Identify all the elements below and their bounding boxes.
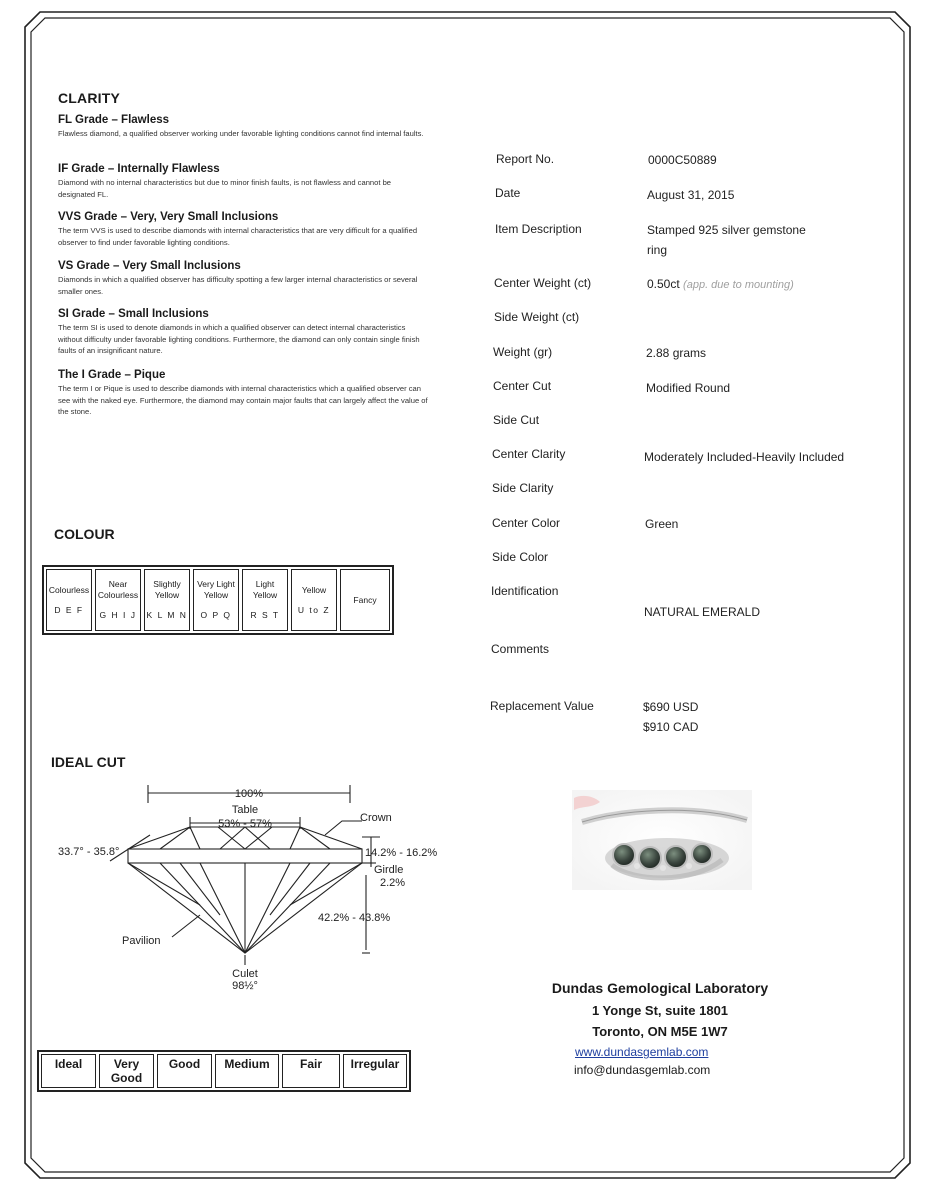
colour-name: Colourless — [48, 584, 90, 595]
date-value: August 31, 2015 — [647, 188, 735, 202]
ideal-cut-heading: IDEAL CUT — [51, 754, 126, 770]
center-clarity-label: Center Clarity — [492, 447, 566, 461]
item-description-label: Item Description — [495, 222, 582, 236]
cut-grade-cell: Fair — [282, 1054, 340, 1088]
clarity-grade-vvs — [58, 211, 428, 248]
lab-info — [500, 980, 820, 1039]
cut-grade-table — [37, 1050, 411, 1092]
diagram-width-label: 100% — [234, 788, 264, 800]
colour-cell — [291, 569, 337, 631]
center-cut-value: Modified Round — [646, 381, 731, 395]
grade-description: The term I or Pique is used to describe diamonds with internal characteristics which a qualified observer can see with the naked eye. Furthermore, the diamond may contain major faults that can largely affect the value of the stone. — [58, 384, 428, 416]
colour-cell — [95, 569, 141, 631]
clarity-grade-si — [58, 308, 428, 357]
center-weight-label: Center Weight (ct) — [494, 276, 592, 290]
identification-value: NATURAL EMERALD — [644, 605, 761, 619]
center-cut-label: Center Cut — [493, 379, 552, 393]
side-cut-label: Side Cut — [493, 413, 540, 427]
diagram-girdle-value: 2.2% — [380, 877, 406, 889]
cut-grade-cell: Ideal — [41, 1054, 96, 1088]
colour-cell — [46, 569, 92, 631]
cut-grade-cell: Good — [157, 1054, 212, 1088]
colour-cell — [340, 569, 390, 631]
grade-description: Flawless diamond, a qualified observer working under favorable lighting conditions cannot find internal faults. — [58, 129, 424, 138]
replacement-value-label: Replacement Value — [490, 699, 594, 713]
clarity-grade-vs — [58, 260, 428, 297]
colour-heading: COLOUR — [54, 526, 115, 542]
colour-name: Very Light Yellow — [197, 579, 235, 600]
center-weight-note: (app. due to mounting) — [683, 279, 794, 291]
center-weight-amount: 0.50ct — [647, 277, 680, 291]
diagram-girdle-label: Girdle — [374, 864, 404, 876]
colour-cell — [144, 569, 190, 631]
colour-code: O P Q — [200, 610, 232, 620]
report-no-label: Report No. — [496, 152, 555, 166]
colour-name: Near Colourless — [97, 579, 139, 600]
colour-name: Slightly Yellow — [153, 579, 181, 600]
lab-name: Dundas Gemological Laboratory — [551, 980, 769, 996]
diagram-crown-height: 14.2% - 16.2% — [365, 847, 438, 859]
diamond-proportions-diagram — [40, 775, 440, 995]
colour-cell — [193, 569, 239, 631]
grade-title: FL Grade – Flawless — [58, 114, 170, 126]
cut-grade-cell: Irregular — [343, 1054, 407, 1088]
diagram-crown-angle: 33.7° - 35.8° — [58, 846, 120, 858]
colour-code: G H I J — [99, 610, 137, 620]
clarity-grade-fl — [58, 114, 428, 140]
weight-value: 2.88 grams — [646, 346, 707, 360]
grade-title: IF Grade – Internally Flawless — [58, 163, 220, 175]
cut-grade-cell: Medium — [215, 1054, 279, 1088]
colour-code: R S T — [250, 610, 280, 620]
clarity-heading: CLARITY — [58, 90, 121, 106]
center-weight-value — [647, 274, 867, 295]
grade-description: Diamonds in which a qualified observer has difficulty spotting a few larger internal characteristics or several smaller ones. — [58, 275, 418, 296]
clarity-grade-if — [58, 163, 428, 200]
side-color-label: Side Color — [492, 550, 549, 564]
lab-email: info@dundasgemlab.com — [574, 1063, 711, 1077]
grade-title: VVS Grade – Very, Very Small Inclusions — [58, 211, 279, 223]
grade-title: The I Grade – Pique — [58, 369, 166, 381]
colour-scale-table — [42, 565, 394, 635]
cut-grade-cell: Very Good — [99, 1054, 154, 1088]
replacement-value-cad: $910 CAD — [643, 720, 699, 734]
lab-website-link[interactable]: www.dundasgemlab.com — [575, 1045, 709, 1059]
item-description-value: Stamped 925 silver gemstone ring — [647, 223, 806, 257]
center-color-label: Center Color — [492, 516, 561, 530]
diagram-table-range: 53% - 57% — [218, 818, 272, 830]
grade-description: The term VVS is used to describe diamonds with internal characteristics that are very difficult for a qualified observer to find under favorable lighting conditions. — [58, 226, 418, 247]
colour-code: K L M N — [146, 610, 188, 620]
colour-code: D E F — [54, 604, 84, 615]
diagram-culet-label: Culet — [232, 968, 258, 980]
grade-description: Diamond with no internal characteristics but due to minor finish faults, is not flawless and cannot be designated FL. — [58, 178, 392, 199]
center-clarity-value: Moderately Included-Heavily Included — [644, 450, 845, 464]
diagram-crown-label: Crown — [360, 812, 392, 824]
lab-address-line2: Toronto, ON M5E 1W7 — [592, 1024, 728, 1039]
replacement-value-usd: $690 USD — [643, 700, 699, 714]
diagram-pavilion-label: Pavilion — [122, 935, 161, 947]
diagram-table-label: Table — [231, 804, 259, 816]
ring-photo — [572, 790, 752, 890]
colour-name: Light Yellow — [252, 579, 278, 600]
side-clarity-label: Side Clarity — [492, 481, 554, 495]
date-label: Date — [495, 186, 521, 200]
colour-code: U to Z — [297, 604, 331, 615]
center-color-value: Green — [645, 517, 679, 531]
side-weight-label: Side Weight (ct) — [494, 310, 580, 324]
colour-name: Yellow — [301, 584, 327, 595]
colour-name: Fancy — [353, 594, 377, 605]
clarity-grade-i — [58, 369, 428, 418]
comments-label: Comments — [491, 642, 550, 656]
weight-label: Weight (gr) — [493, 345, 553, 359]
grade-title: VS Grade – Very Small Inclusions — [58, 260, 241, 272]
grade-title: SI Grade – Small Inclusions — [58, 308, 209, 320]
colour-cell — [242, 569, 288, 631]
lab-address-line1: 1 Yonge St, suite 1801 — [591, 1003, 729, 1018]
diagram-culet-value: 98½° — [232, 980, 258, 992]
report-no-value: 0000C50889 — [648, 153, 717, 167]
identification-label: Identification — [491, 584, 559, 598]
diagram-pavilion-depth: 42.2% - 43.8% — [318, 912, 391, 924]
grade-description: The term SI is used to denote diamonds in which a qualified observer can detect internal characteristics without difficulty under favorable lighting conditions. Furthermore, the diamond can only contain single finish faults of an insignificant nature. — [58, 323, 420, 355]
